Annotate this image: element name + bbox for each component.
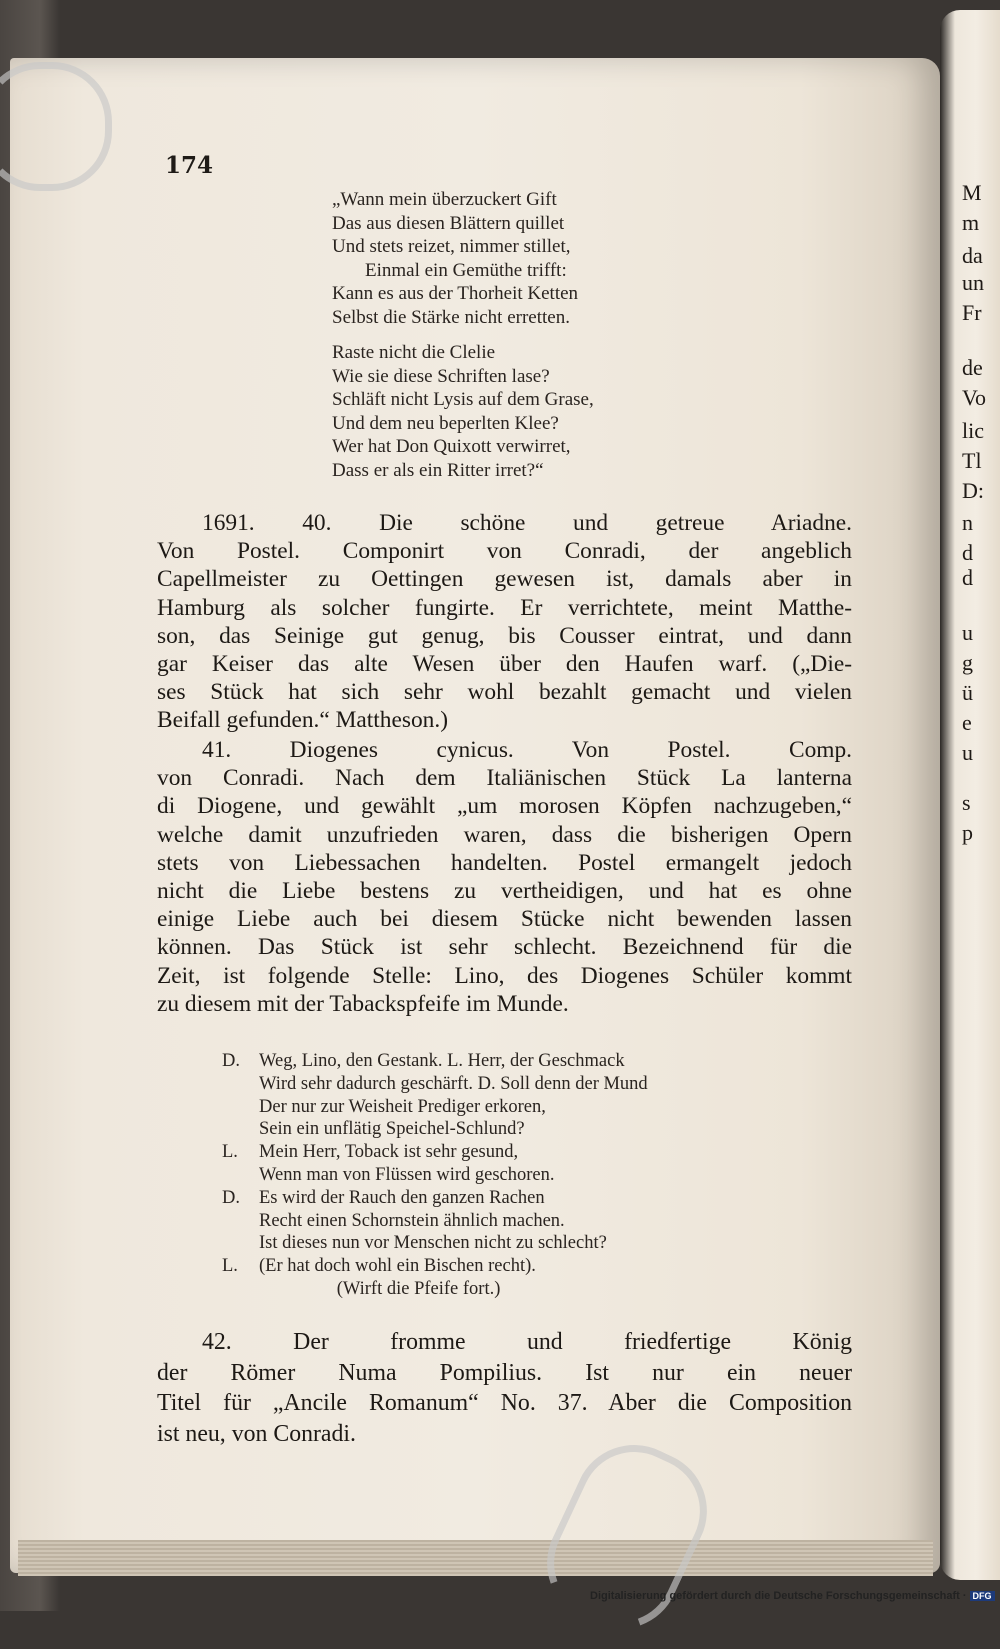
dialog-text: Wird sehr dadurch geschärft. D. Soll denn der Mund [259, 1073, 648, 1094]
dialog-speaker: L. [222, 1256, 238, 1277]
dialog-text: Mein Herr, Toback ist sehr gesund, [259, 1142, 519, 1163]
dialog-text: Es wird der Rauch den ganzen Rachen [259, 1187, 545, 1208]
text-line: 41. Diogenes cynicus. Von Postel. Comp. [202, 737, 852, 763]
dialog-text: Der nur zur Weisheit Prediger erkoren, [259, 1096, 546, 1117]
dialog-speaker: D. [222, 1051, 240, 1071]
dialog-speaker [222, 1278, 259, 1301]
dialog-text: Ist dieses nun vor Menschen nicht zu schlecht? [259, 1233, 607, 1254]
entry-41 [157, 736, 852, 1018]
text-line: Hamburg als solcher fungirte. Er verrichtete, meint Matthe- [157, 594, 852, 621]
poem-line: Selbst die Stärke nicht erretten. [332, 306, 570, 328]
dialog-line [222, 1073, 648, 1096]
poem-stanza-1 [332, 188, 578, 329]
dialog-text: Weg, Lino, den Gestank. L. Herr, der Geschmack [259, 1051, 625, 1071]
text-line: der Römer Numa Pompilius. Ist nur ein neuer [157, 1359, 852, 1386]
dialog-text: (Er hat doch wohl ein Bischen recht). [259, 1256, 536, 1277]
poem-line: Dass er als ein Ritter irret?“ [332, 459, 544, 481]
text-line: ses Stück hat sich sehr wohl bezahlt gemacht und vielen [157, 679, 852, 706]
poem-line: Und dem neu beperlten Klee? [332, 412, 559, 434]
facing-page-fragment: lic [962, 418, 984, 443]
dialog-speaker: D. [222, 1187, 240, 1208]
text-line: di Diogene, und gewählt „um morosen Köpfen nachzugeben,“ [157, 793, 852, 820]
facing-page-fragment: m [962, 210, 980, 235]
dialog-line [222, 1118, 648, 1141]
dialog-line [222, 1232, 648, 1255]
dialog-line [222, 1141, 648, 1164]
text-line: Beifall gefunden.“ Mattheson.) [157, 707, 448, 734]
dialog-speaker [222, 1096, 259, 1119]
facing-page-fragment: ü [962, 680, 973, 705]
poem-line: Wie sie diese Schriften lase? [332, 365, 550, 387]
dialog-line [222, 1278, 648, 1301]
dialog-speaker [222, 1118, 259, 1141]
page-number: 174 [165, 152, 214, 179]
text-line: von Conradi. Nach dem Italiänischen Stück La lanterna [157, 765, 852, 792]
poem-line: Wer hat Don Quixott verwirret, [332, 436, 571, 457]
text-line: zu diesem mit der Tabackspfeife im Munde. [157, 990, 569, 1017]
dialog-line [222, 1050, 648, 1073]
facing-page-fragment: n [962, 510, 973, 535]
poem-line: Einmal ein Gemüthe trifft: [365, 259, 567, 281]
poem-line: Das aus diesen Blättern quillet [332, 212, 565, 234]
facing-page-fragment: g [962, 650, 973, 675]
text-line: ist neu, von Conradi. [157, 1420, 356, 1447]
text-line: einige Liebe auch bei diesem Stücke nicht bewenden lassen [157, 906, 852, 933]
facing-page-fragment: s [962, 790, 971, 815]
dialog-excerpt [222, 1050, 648, 1301]
facing-page-fragment: d [962, 540, 973, 565]
entry-1691 [157, 509, 852, 735]
poem-stanza-2 [332, 341, 594, 482]
poem-line: Und stets reizet, nimmer stillet, [332, 236, 571, 257]
dialog-line [222, 1164, 648, 1187]
text-line: gar Keiser das alte Wesen über den Haufen warf. („Die- [157, 651, 852, 678]
facing-page-fragment: u [962, 740, 973, 765]
text-line: nicht die Liebe bestens zu vertheidigen, und hat es ohne [157, 878, 852, 905]
poem-line: Kann es aus der Thorheit Ketten [332, 283, 579, 304]
dialog-text: Recht einen Schornstein ähnlich machen. [259, 1210, 565, 1231]
poem-line: Raste nicht die Clelie [332, 342, 496, 363]
facing-page-fragment: M [962, 180, 982, 205]
dfg-logo: DFG [970, 1591, 995, 1601]
digitization-credit [590, 1590, 995, 1602]
dialog-speaker: L. [222, 1142, 238, 1163]
page-stack-edge [18, 1540, 933, 1576]
dialog-speaker [222, 1210, 259, 1233]
text-line: 1691. 40. Die schöne und getreue Ariadne. [202, 510, 852, 536]
facing-page-fragment: D: [962, 478, 984, 503]
dialog-speaker [222, 1164, 259, 1187]
dialog-line [222, 1187, 648, 1210]
facing-page-fragment: u [962, 620, 973, 645]
text-line: 42. Der fromme und friedfertige König [202, 1329, 852, 1355]
facing-page-fragment: da [962, 243, 983, 268]
facing-page-fragment: un [962, 270, 984, 295]
poem-line: „Wann mein überzuckert Gift [332, 189, 557, 210]
dialog-line [222, 1096, 648, 1119]
facing-page-fragment: d [962, 565, 973, 590]
dialog-text: Sein ein unflätig Speichel-Schlund? [259, 1119, 525, 1140]
dialog-line [222, 1210, 648, 1233]
text-line: stets von Liebessachen handelten. Postel ermangelt jedoch [157, 849, 852, 876]
text-line: Von Postel. Componirt von Conradi, der angeblich [157, 538, 852, 565]
poem-line: Schläft nicht Lysis auf dem Grase, [332, 389, 594, 410]
text-line: son, das Seinige gut genug, bis Cousser eintrat, und dann [157, 622, 852, 649]
facing-page-fragment: Vo [962, 385, 987, 410]
facing-page-fragment: de [962, 355, 983, 380]
facing-page-fragment: Fr [962, 300, 982, 325]
facing-page-fragment: Tl [962, 448, 982, 473]
text-line: können. Das Stück ist sehr schlecht. Bezeichnend für die [157, 934, 852, 961]
text-line: Titel für „Ancile Romanum“ No. 37. Aber die Composition [157, 1390, 852, 1416]
dialog-speaker [222, 1073, 259, 1096]
dialog-line [222, 1255, 648, 1278]
entry-42 [157, 1327, 852, 1449]
dialog-text: (Wirft die Pfeife fort.) [309, 1278, 501, 1299]
credit-text: Digitalisierung gefördert durch die Deutsche Forschungsgemeinschaft · [590, 1590, 967, 1602]
text-line: welche damit unzufrieden waren, dass die bisherigen Opern [157, 821, 852, 848]
paper-clip-top [0, 62, 112, 191]
facing-page-fragment: e [962, 710, 972, 735]
text-line: Zeit, ist folgende Stelle: Lino, des Diogenes Schüler kommt [157, 962, 852, 989]
dialog-text: Wenn man von Flüssen wird geschoren. [259, 1164, 555, 1185]
facing-page-fragment: p [962, 820, 973, 845]
dialog-speaker [222, 1232, 259, 1255]
text-line: Capellmeister zu Oettingen gewesen ist, damals aber in [157, 566, 852, 593]
